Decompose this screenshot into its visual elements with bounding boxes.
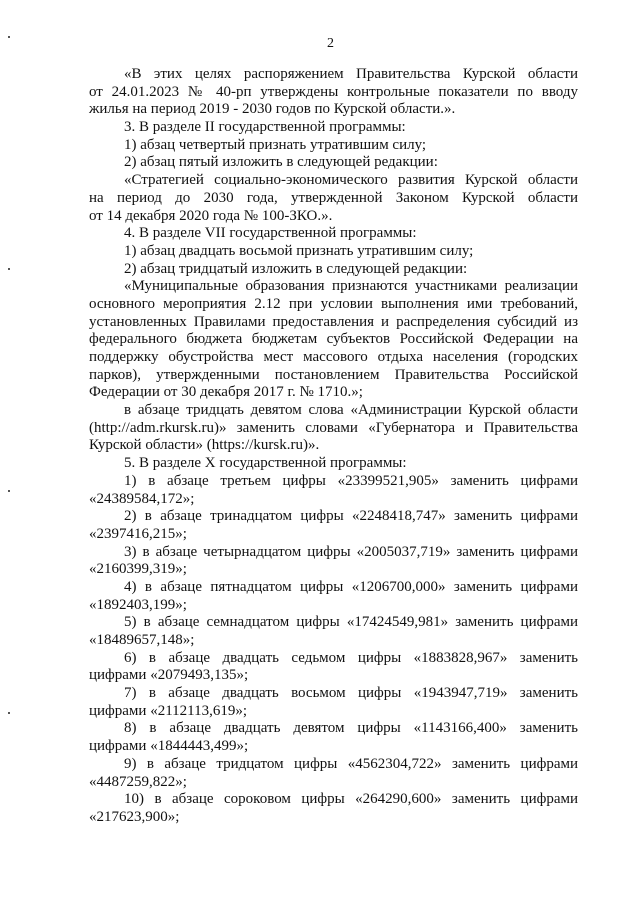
paragraph xyxy=(89,278,578,402)
paragraph xyxy=(89,402,578,455)
paragraph-line: от 14 декабря 2020 года № 100-ЗКО.». xyxy=(89,207,333,224)
paragraph-line: 2) в абзаце тринадцатом цифры «2248418,747» заменить цифрами xyxy=(124,508,578,525)
scan-mark xyxy=(8,712,10,714)
paragraph-line: 2) абзац пятый изложить в следующей редакции: xyxy=(124,154,438,171)
paragraph-line: «217623,900»; xyxy=(89,808,180,825)
paragraph-line: основного мероприятия 2.12 при условии выполнения ими требований, xyxy=(89,295,578,312)
paragraph xyxy=(89,720,578,755)
paragraph-line: 7) в абзаце двадцать восьмом цифры «1943947,719» заменить xyxy=(124,685,578,702)
paragraph xyxy=(89,473,578,508)
paragraph-line: цифрами «2079493,135»; xyxy=(89,667,249,684)
paragraph-line: 3) в абзаце четырнадцатом цифры «2005037,719» заменить цифрами xyxy=(124,543,578,560)
paragraph xyxy=(89,261,578,279)
paragraph-line: цифрами «1844443,499»; xyxy=(89,738,249,755)
paragraph-line: установленных Правилами предоставления и распределения субсидий из xyxy=(89,313,578,330)
paragraph-line: «1892403,199»; xyxy=(89,596,187,613)
paragraph xyxy=(89,172,578,225)
paragraph-line: 6) в абзаце двадцать седьмом цифры «1883828,967» заменить xyxy=(124,649,578,666)
paragraph-line: 9) в абзаце тридцатом цифры «4562304,722» заменить цифрами xyxy=(124,755,578,772)
paragraph xyxy=(89,756,578,791)
paragraph-line: «4487259,822»; xyxy=(89,773,187,790)
paragraph-line: 10) в абзаце сороковом цифры «264290,600» заменить цифрами xyxy=(124,791,578,808)
paragraph-line: «Муниципальные образования признаются участниками реализации xyxy=(124,278,578,295)
paragraph-line: 1) в абзаце третьем цифры «23399521,905» заменить цифрами xyxy=(124,472,578,489)
paragraph xyxy=(89,650,578,685)
paragraph-line: цифрами «2112113,619»; xyxy=(89,702,248,719)
paragraph xyxy=(89,225,578,243)
paragraph-line: 5) в абзаце семнадцатом цифры «17424549,981» заменить цифрами xyxy=(124,614,578,631)
paragraph-line: Федерации от 30 декабря 2017 г. № 1710.»; xyxy=(89,384,363,401)
paragraph-line: Курской области» (https://kursk.ru)». xyxy=(89,437,320,454)
paragraph-line: 4) в абзаце пятнадцатом цифры «1206700,000» заменить цифрами xyxy=(124,578,578,595)
scan-mark xyxy=(8,268,10,270)
paragraph-line: «В этих целях распоряжением Правительства Курской области xyxy=(124,66,578,82)
paragraph xyxy=(89,791,578,826)
paragraph xyxy=(89,137,578,155)
paragraph-line: 5. В разделе X государственной программы: xyxy=(124,455,407,472)
paragraph xyxy=(89,455,578,473)
paragraph xyxy=(89,119,578,137)
paragraph-line: 1) абзац четвертый признать утратившим силу; xyxy=(124,136,427,153)
paragraph-line: жилья на период 2019 - 2030 годов по Курской области.». xyxy=(89,101,456,118)
paragraph-line: 8) в абзаце двадцать девятом цифры «1143166,400» заменить xyxy=(124,720,578,737)
document-body xyxy=(89,66,578,827)
paragraph-line: «24389584,172»; xyxy=(89,490,195,507)
paragraph xyxy=(89,579,578,614)
paragraph-line: 2) абзац тридцатый изложить в следующей редакции: xyxy=(124,260,468,277)
paragraph xyxy=(89,508,578,543)
paragraph xyxy=(89,154,578,172)
paragraph xyxy=(89,685,578,720)
paragraph-line: «Стратегией социально-экономического развития Курской области xyxy=(124,172,578,189)
paragraph xyxy=(89,614,578,649)
paragraph-line: от 24.01.2023 № 40-рп утверждены контрольные показатели по вводу xyxy=(89,83,578,100)
paragraph-line: поддержку обустройства мест массового отдыха населения (городских xyxy=(89,349,578,365)
page-number: 2 xyxy=(327,36,334,51)
paragraph-line: «2397416,215»; xyxy=(89,525,187,542)
scan-mark xyxy=(8,490,10,492)
paragraph-line: 4. В разделе VII государственной программы: xyxy=(124,225,417,242)
paragraph xyxy=(89,66,578,119)
paragraph-line: 1) абзац двадцать восьмой признать утратившим силу; xyxy=(124,242,474,259)
paragraph-line: в абзаце тридцать девятом слова «Администрации Курской области xyxy=(124,402,578,419)
paragraph xyxy=(89,243,578,261)
paragraph-line: федерального бюджета бюджетам субъектов Российской Федерации на xyxy=(89,331,578,348)
paragraph-line: парков), утвержденными постановлением Правительства Российской xyxy=(89,366,578,383)
paragraph-line: на период до 2030 года, утвержденной Законом Курской области xyxy=(89,189,578,206)
paragraph xyxy=(89,544,578,579)
paragraph-line: «2160399,319»; xyxy=(89,561,187,578)
paragraph-line: 3. В разделе II государственной программы: xyxy=(124,119,406,136)
paragraph-line: «18489657,148»; xyxy=(89,632,195,648)
scan-mark xyxy=(8,36,10,38)
paragraph-line: (http://adm.rkursk.ru)» заменить словами «Губернатора и Правительства xyxy=(89,419,578,436)
